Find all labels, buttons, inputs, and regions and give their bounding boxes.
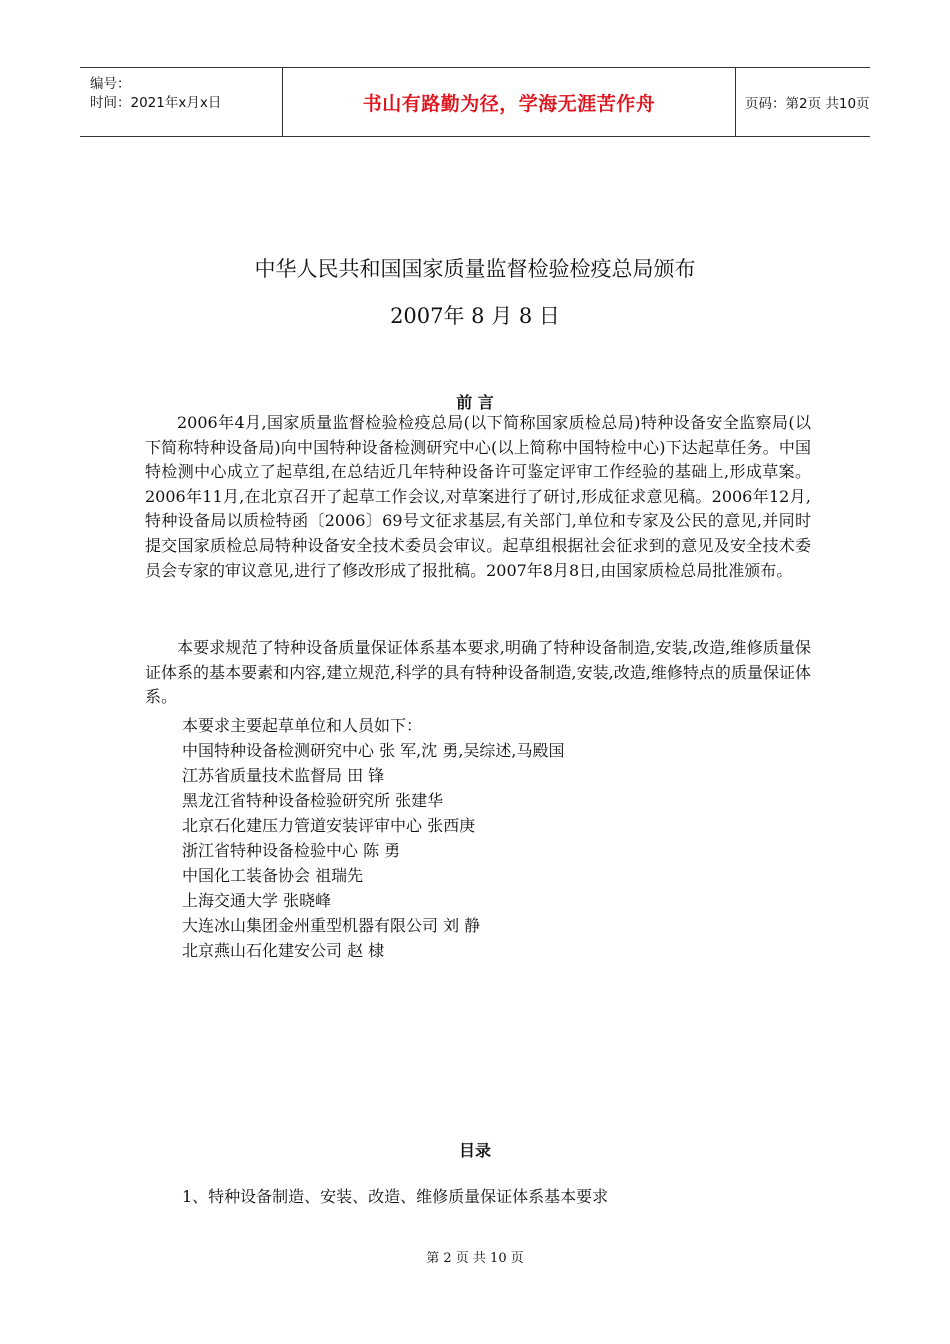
header-motto-cell bbox=[282, 68, 736, 136]
time-label: 时间：2021年x月x日 bbox=[90, 95, 222, 111]
toc-item[interactable]: 1、特种设备制造、安装、改造、维修质量保证体系基本要求 bbox=[182, 1187, 609, 1206]
foreword-paragraph: 2006年4月,国家质量监督检验检疫总局(以下简称国家质检总局)特种设备安全监察局(以下简称特种设备局)向中国特种设备检测研究中心(以上简称中国特检中心)下达起草任务。中国特检测中心成立了起草组,在总结近几年特种设备许可鉴定评审工作经验的基础上,形成草案。2006年11月,在北京召开了起草工作会议,对草案进行了研讨,形成征求意见稿。2006年12月,特种设备局以质检特函〔2006〕69号文征求基层,有关部门,单位和专家及公民的意见,并同时提交国家质检总局特种设备安全技术委员会审议。起草组根据社会征求到的意见及安全技术委员会专家的审议意见,进行了修改形成了报批稿。2007年8月8日,由国家质检总局批准颁布。 bbox=[145, 413, 811, 580]
foreword-title: 前 言 bbox=[456, 393, 494, 412]
page-footer: 第 2 页 共 10 页 bbox=[426, 1251, 524, 1266]
issue-date: 2007年 8 月 8 日 bbox=[390, 304, 560, 328]
number-label: 编号： bbox=[90, 76, 131, 92]
drafter-line: 浙江省特种设备检验中心 陈 勇 bbox=[182, 841, 401, 860]
drafter-line: 北京石化建压力管道安装评审中心 张西庚 bbox=[182, 816, 476, 835]
drafter-line: 黑龙江省特种设备检验研究所 张建华 bbox=[182, 791, 444, 810]
page-info: 页码：第2页 共10页 bbox=[745, 96, 870, 112]
toc-title: 目录 bbox=[458, 1141, 491, 1160]
drafter-line: 上海交通大学 张晓峰 bbox=[182, 891, 332, 910]
motto: 书山有路勤为径，学海无涯苦作舟 bbox=[362, 92, 656, 115]
drafter-line: 中国特种设备检测研究中心 张 军,沈 勇,吴综述,马殿国 bbox=[182, 741, 565, 760]
drafter-line: 中国化工装备协会 祖瑞先 bbox=[182, 866, 364, 885]
drafter-line: 江苏省质量技术监督局 田 锋 bbox=[182, 766, 385, 785]
drafters-intro: 本要求主要起草单位和人员如下： bbox=[182, 716, 423, 735]
foreword-paragraph: 本要求规范了特种设备质量保证体系基本要求,明确了特种设备制造,安装,改造,维修质量保证体系的基本要素和内容,建立规范,科学的具有特种设备制造,安装,改造,维修特点的质量保证体系。 bbox=[145, 638, 811, 707]
drafter-line: 北京燕山石化建安公司 赵 棣 bbox=[182, 941, 385, 960]
drafter-line: 大连冰山集团金州重型机器有限公司 刘 静 bbox=[182, 916, 481, 935]
header-meta bbox=[80, 68, 282, 136]
issuer-line: 中华人民共和国国家质量监督检验检疫总局颁布 bbox=[254, 257, 696, 281]
header-page-cell bbox=[734, 68, 870, 136]
page-header bbox=[80, 67, 870, 137]
